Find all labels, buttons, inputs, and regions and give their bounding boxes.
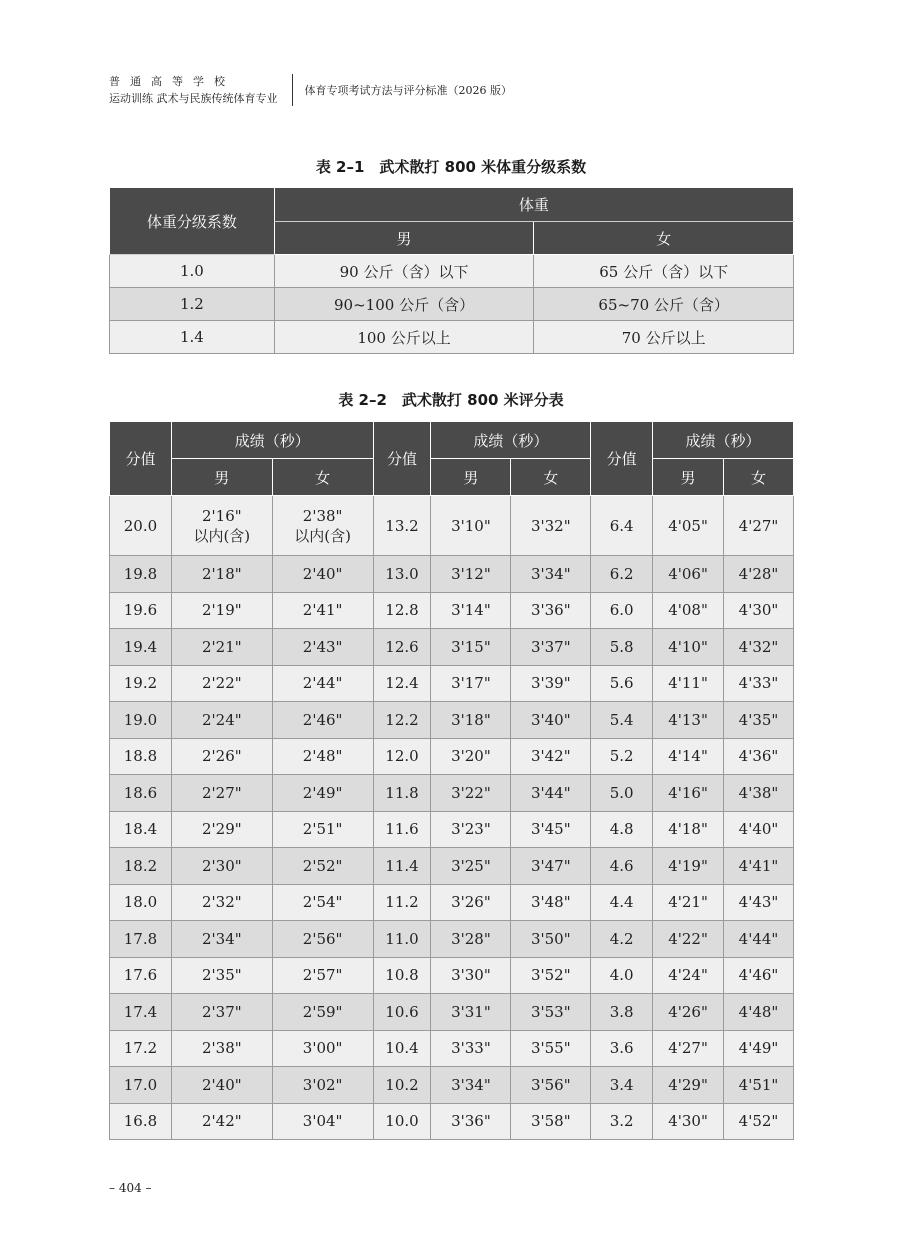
male-result-cell: 2'42": [171, 1103, 272, 1140]
score-cell: 17.2: [110, 1030, 172, 1067]
male-result-cell: 4'10": [653, 629, 724, 666]
female-result-cell: 4'49": [724, 1030, 794, 1067]
female-result-cell: 3'42": [511, 738, 591, 775]
male-result-cell: 3'34": [431, 1067, 511, 1104]
table-row: [110, 811, 794, 848]
female-result-cell: 3'36": [511, 592, 591, 629]
male-result-cell: 3'17": [431, 665, 511, 702]
female-result-cell: 2'52": [272, 848, 373, 885]
table-row: [110, 957, 794, 994]
male-result-cell: 4'26": [653, 994, 724, 1031]
weight-coefficient-table: [109, 187, 794, 354]
female-result-cell: 2'43": [272, 629, 373, 666]
score-cell: 18.6: [110, 775, 172, 812]
female-result-cell: 2'49": [272, 775, 373, 812]
table-row: [110, 994, 794, 1031]
header-result: 成绩（秒）: [431, 422, 591, 459]
running-header: [109, 70, 512, 110]
female-time: 2'38": [302, 506, 343, 525]
female-result-cell: 2'41": [272, 592, 373, 629]
score-cell: 12.8: [373, 592, 431, 629]
score-cell: 12.2: [373, 702, 431, 739]
header-score: 分值: [591, 422, 653, 496]
score-cell: 5.0: [591, 775, 653, 812]
female-result-cell: 4'51": [724, 1067, 794, 1104]
female-result-cell: 4'40": [724, 811, 794, 848]
female-result-cell: 3'34": [511, 556, 591, 593]
male-time: 2'16": [201, 506, 242, 525]
male-result-cell: 2'21": [171, 629, 272, 666]
male-result-cell: 4'29": [653, 1067, 724, 1104]
score-cell: 6.0: [591, 592, 653, 629]
male-result-cell: 3'33": [431, 1030, 511, 1067]
table-row: [110, 665, 794, 702]
female-result-cell: 3'40": [511, 702, 591, 739]
female-result-cell: 2'44": [272, 665, 373, 702]
male-result-cell: 2'32": [171, 884, 272, 921]
male-result-cell: 3'22": [431, 775, 511, 812]
coef-cell: 1.2: [110, 288, 275, 321]
table-row: [110, 496, 794, 556]
female-weight-cell: 70 公斤以上: [534, 321, 794, 354]
score-cell: 10.2: [373, 1067, 431, 1104]
female-result-cell: 4'35": [724, 702, 794, 739]
score-cell: 19.2: [110, 665, 172, 702]
table-row: [110, 592, 794, 629]
page-number: – 404 –: [109, 1181, 152, 1195]
table-row: [110, 738, 794, 775]
score-cell: 17.6: [110, 957, 172, 994]
table-row: [110, 848, 794, 885]
male-result-cell: 4'24": [653, 957, 724, 994]
male-result-cell: 4'14": [653, 738, 724, 775]
male-result-cell: 2'27": [171, 775, 272, 812]
female-result-cell: 3'52": [511, 957, 591, 994]
female-result-cell: 4'36": [724, 738, 794, 775]
header-score: 分值: [110, 422, 172, 496]
male-result-cell: 2'37": [171, 994, 272, 1031]
female-result-cell: 3'53": [511, 994, 591, 1031]
header-female: 女: [511, 459, 591, 496]
male-result-cell: 4'11": [653, 665, 724, 702]
male-result-cell: 4'16": [653, 775, 724, 812]
header-result: 成绩（秒）: [653, 422, 794, 459]
male-result-cell: 3'12": [431, 556, 511, 593]
score-cell: 18.0: [110, 884, 172, 921]
table-row: [110, 884, 794, 921]
male-result-cell: 2'18": [171, 556, 272, 593]
score-cell: 5.2: [591, 738, 653, 775]
female-result-cell: 3'44": [511, 775, 591, 812]
score-cell: 11.8: [373, 775, 431, 812]
male-result-cell: 2'30": [171, 848, 272, 885]
female-weight-cell: 65 公斤（含）以下: [534, 255, 794, 288]
score-cell: 4.4: [591, 884, 653, 921]
male-result-cell: 4'13": [653, 702, 724, 739]
score-cell: 6.4: [591, 496, 653, 556]
female-result-cell: 3'39": [511, 665, 591, 702]
male-result-cell: 3'25": [431, 848, 511, 885]
score-cell: 4.2: [591, 921, 653, 958]
female-result-cell: 3'02": [272, 1067, 373, 1104]
male-result-cell: 3'15": [431, 629, 511, 666]
coef-cell: 1.0: [110, 255, 275, 288]
table-row: [110, 775, 794, 812]
table-row: [110, 1030, 794, 1067]
female-weight-cell: 65~70 公斤（含）: [534, 288, 794, 321]
header-male: 男: [274, 222, 534, 255]
header-male: 男: [171, 459, 272, 496]
score-cell: 12.0: [373, 738, 431, 775]
table-row: [110, 921, 794, 958]
male-result-cell: [171, 496, 272, 556]
score-cell: 17.8: [110, 921, 172, 958]
score-cell: 18.8: [110, 738, 172, 775]
score-cell: 12.4: [373, 665, 431, 702]
score-cell: 10.4: [373, 1030, 431, 1067]
table-row: [110, 321, 794, 354]
female-result-cell: 4'28": [724, 556, 794, 593]
score-cell: 4.8: [591, 811, 653, 848]
female-result-cell: 3'00": [272, 1030, 373, 1067]
series-line-1: 普通高等学校: [109, 75, 235, 88]
score-cell: 19.6: [110, 592, 172, 629]
male-result-cell: 4'27": [653, 1030, 724, 1067]
score-cell: 11.4: [373, 848, 431, 885]
female-result-cell: 3'55": [511, 1030, 591, 1067]
female-result-cell: 3'50": [511, 921, 591, 958]
female-result-cell: [272, 496, 373, 556]
score-cell: 11.6: [373, 811, 431, 848]
female-result-cell: 3'47": [511, 848, 591, 885]
female-result-cell: 4'33": [724, 665, 794, 702]
female-result-cell: 4'32": [724, 629, 794, 666]
male-result-cell: 2'24": [171, 702, 272, 739]
score-cell: 5.4: [591, 702, 653, 739]
score-cell: 18.4: [110, 811, 172, 848]
score-cell: 3.6: [591, 1030, 653, 1067]
score-cell: 5.6: [591, 665, 653, 702]
score-cell: 3.2: [591, 1103, 653, 1140]
table2-caption: 表 2–2 武术散打 800 米评分表: [338, 391, 564, 409]
female-result-cell: 4'41": [724, 848, 794, 885]
female-result-cell: 2'56": [272, 921, 373, 958]
male-result-cell: 4'22": [653, 921, 724, 958]
table-row: [110, 702, 794, 739]
score-cell: 18.2: [110, 848, 172, 885]
score-cell: 16.8: [110, 1103, 172, 1140]
female-result-cell: 4'38": [724, 775, 794, 812]
female-result-cell: 4'48": [724, 994, 794, 1031]
score-cell: 3.4: [591, 1067, 653, 1104]
female-result-cell: 3'48": [511, 884, 591, 921]
header-female: 女: [534, 222, 794, 255]
male-result-cell: 4'08": [653, 592, 724, 629]
male-result-cell: 3'26": [431, 884, 511, 921]
female-result-cell: 3'04": [272, 1103, 373, 1140]
female-result-cell: 4'27": [724, 496, 794, 556]
score-cell: 10.0: [373, 1103, 431, 1140]
female-result-cell: 3'56": [511, 1067, 591, 1104]
score-cell: 19.8: [110, 556, 172, 593]
male-result-cell: 3'14": [431, 592, 511, 629]
male-result-cell: 3'20": [431, 738, 511, 775]
table-row: [110, 556, 794, 593]
male-result-cell: 2'29": [171, 811, 272, 848]
male-result-cell: 3'30": [431, 957, 511, 994]
male-result-cell: 4'30": [653, 1103, 724, 1140]
male-result-cell: 3'10": [431, 496, 511, 556]
header-divider: [292, 74, 293, 106]
series-line-2: 运动训练 武术与民族传统体育专业: [109, 92, 278, 105]
scoring-table: [109, 421, 794, 1140]
book-title: 体育专项考试方法与评分标准（2026 版）: [304, 84, 512, 97]
female-result-cell: 2'57": [272, 957, 373, 994]
male-result-cell: 3'23": [431, 811, 511, 848]
male-result-cell: 2'35": [171, 957, 272, 994]
male-result-cell: 4'19": [653, 848, 724, 885]
female-result-cell: 2'40": [272, 556, 373, 593]
score-cell: 20.0: [110, 496, 172, 556]
female-result-cell: 3'32": [511, 496, 591, 556]
male-result-cell: 2'26": [171, 738, 272, 775]
female-result-cell: 4'52": [724, 1103, 794, 1140]
female-result-cell: 2'51": [272, 811, 373, 848]
table-row: [110, 1103, 794, 1140]
score-cell: 5.8: [591, 629, 653, 666]
score-cell: 3.8: [591, 994, 653, 1031]
male-result-cell: 3'28": [431, 921, 511, 958]
table-row: [110, 1067, 794, 1104]
female-result-cell: 2'59": [272, 994, 373, 1031]
score-cell: 11.2: [373, 884, 431, 921]
score-cell: 10.8: [373, 957, 431, 994]
score-cell: 4.0: [591, 957, 653, 994]
score-cell: 10.6: [373, 994, 431, 1031]
header-male: 男: [431, 459, 511, 496]
female-result-cell: 2'48": [272, 738, 373, 775]
male-result-cell: 4'18": [653, 811, 724, 848]
score-cell: 17.4: [110, 994, 172, 1031]
male-result-cell: 3'31": [431, 994, 511, 1031]
male-weight-cell: 90~100 公斤（含）: [274, 288, 534, 321]
score-cell: 4.6: [591, 848, 653, 885]
male-result-cell: 4'21": [653, 884, 724, 921]
table-row: [110, 255, 794, 288]
score-cell: 12.6: [373, 629, 431, 666]
female-result-cell: 4'30": [724, 592, 794, 629]
male-weight-cell: 100 公斤以上: [274, 321, 534, 354]
header-female: 女: [724, 459, 794, 496]
score-cell: 19.4: [110, 629, 172, 666]
male-result-cell: 4'05": [653, 496, 724, 556]
male-result-cell: 3'36": [431, 1103, 511, 1140]
female-result-cell: 4'44": [724, 921, 794, 958]
female-result-cell: 3'45": [511, 811, 591, 848]
table-row: [110, 629, 794, 666]
series-title: [109, 73, 278, 107]
score-cell: 13.2: [373, 496, 431, 556]
male-result-cell: 4'06": [653, 556, 724, 593]
score-cell: 6.2: [591, 556, 653, 593]
header-weight-coef: 体重分级系数: [110, 188, 275, 255]
score-cell: 17.0: [110, 1067, 172, 1104]
male-weight-cell: 90 公斤（含）以下: [274, 255, 534, 288]
score-cell: 13.0: [373, 556, 431, 593]
header-score: 分值: [373, 422, 431, 496]
score-cell: 19.0: [110, 702, 172, 739]
male-result-cell: 2'22": [171, 665, 272, 702]
female-result-cell: 4'46": [724, 957, 794, 994]
header-male: 男: [653, 459, 724, 496]
female-result-cell: 2'46": [272, 702, 373, 739]
female-result-cell: 4'43": [724, 884, 794, 921]
header-weight: 体重: [274, 188, 793, 222]
male-result-cell: 3'18": [431, 702, 511, 739]
table1-caption: 表 2–1 武术散打 800 米体重分级系数: [315, 158, 587, 176]
header-result: 成绩（秒）: [171, 422, 373, 459]
female-note: 以内(含): [294, 526, 351, 545]
female-result-cell: 3'58": [511, 1103, 591, 1140]
male-result-cell: 2'38": [171, 1030, 272, 1067]
header-female: 女: [272, 459, 373, 496]
female-result-cell: 2'54": [272, 884, 373, 921]
male-result-cell: 2'40": [171, 1067, 272, 1104]
score-cell: 11.0: [373, 921, 431, 958]
male-result-cell: 2'34": [171, 921, 272, 958]
male-result-cell: 2'19": [171, 592, 272, 629]
coef-cell: 1.4: [110, 321, 275, 354]
male-note: 以内(含): [193, 526, 251, 545]
table-row: [110, 288, 794, 321]
female-result-cell: 3'37": [511, 629, 591, 666]
